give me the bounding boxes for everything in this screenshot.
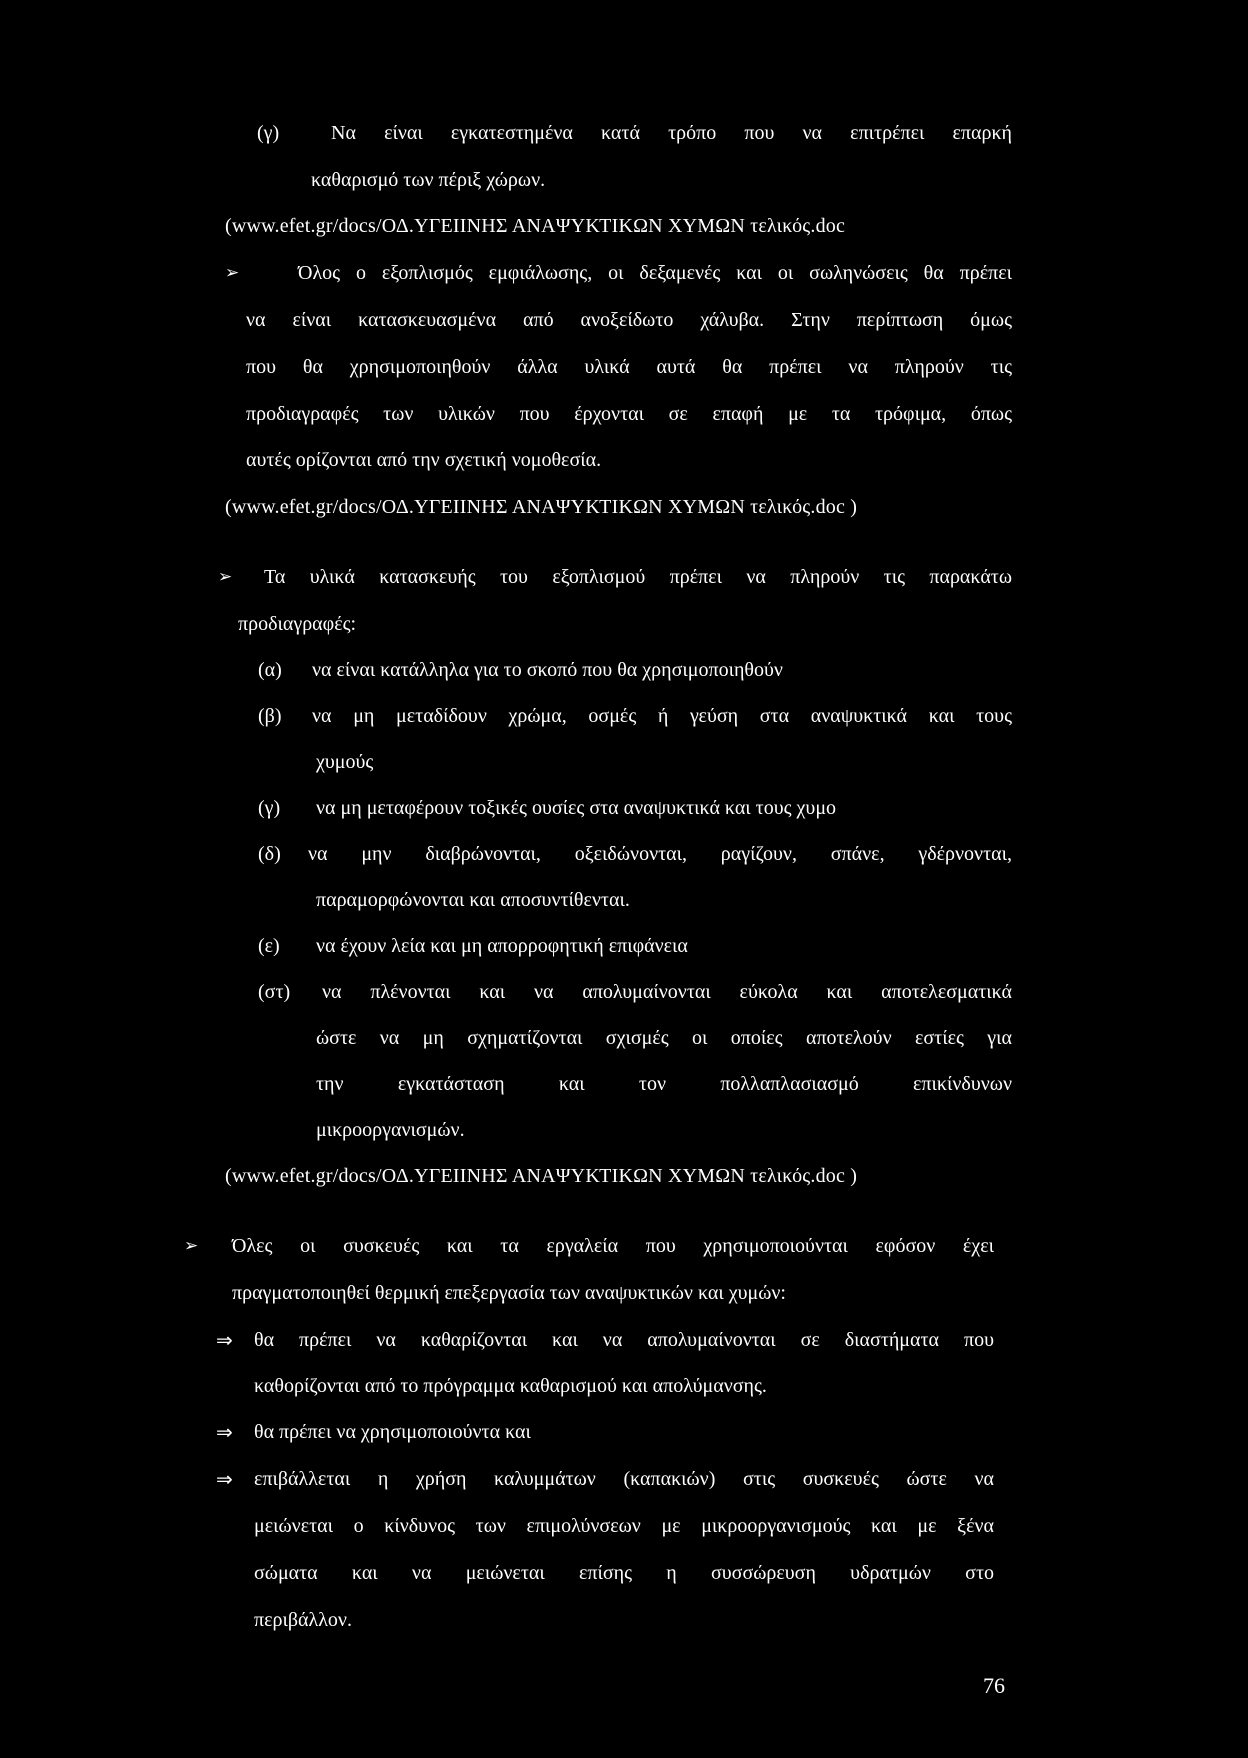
source-reference: (www.efet.gr/docs/ΟΔ.ΥΓΕΙΙΝΗΣ ΑΝΑΨΥΚΤΙΚΩΝ ΧΥΜΩΝ τελικός.doc ) — [225, 1165, 858, 1187]
double-arrow-icon: ⇒ — [216, 1467, 233, 1491]
page-number: 76 — [983, 1673, 1005, 1698]
item-d-line-1: να μην διαβρώνονται, οξειδώνονται, ραγίζουν, σπάνε, γδέρνονται, — [308, 843, 1012, 865]
item-a-line-1: να είναι κατάλληλα για το σκοπό που θα χρησιμοποιηθούν — [312, 659, 783, 681]
item-st-line-2: ώστε να μη σχηματίζονται σχισμές οι οποίες αποτελούν εστίες για — [316, 1027, 1012, 1049]
subitem3-line-2: μειώνεται ο κίνδυνος των επιμολύνσεων με μικροοργανισμούς και με ξένα — [254, 1515, 994, 1537]
bullet-arrowhead-icon: ➢ — [184, 1236, 199, 1256]
bullet-arrowhead-icon: ➢ — [218, 567, 233, 587]
item-g-line-1: να μη μεταφέρουν τοξικές ουσίες στα αναψυκτικά και τους χυμο — [316, 797, 837, 819]
subitem1-line-1: θα πρέπει να καθαρίζονται και να απολυμαίνονται σε διαστήματα που — [254, 1329, 994, 1351]
item-label-a: (α) — [258, 659, 282, 681]
bullet2-line-1: Τα υλικά κατασκευής του εξοπλισμού πρέπει να πληρούν τις παρακάτω — [264, 566, 1012, 588]
double-arrow-icon: ⇒ — [216, 1328, 233, 1352]
item-d-line-2: παραμορφώνονται και αποσυντίθενται. — [316, 889, 630, 911]
bullet1-line-3: που θα χρησιμοποιηθούν άλλα υλικά αυτά θα πρέπει να πληρούν τις — [246, 356, 1012, 378]
bullet2-line-2: προδιαγραφές: — [238, 613, 357, 635]
subitem3-line-4: περιβάλλον. — [254, 1609, 352, 1631]
item-st-line-3: την εγκατάσταση και τον πολλαπλασιασμό επικίνδυνων — [316, 1073, 1012, 1095]
bullet1-line-1: Όλος ο εξοπλισμός εμφιάλωσης, οι δεξαμενές και οι σωληνώσεις θα πρέπει — [298, 262, 1012, 284]
item-b-line-1: να μη μεταδίδουν χρώμα, οσμές ή γεύση στα αναψυκτικά και τους — [312, 705, 1012, 727]
item-st-line-4: μικροοργανισμών. — [316, 1119, 465, 1141]
source-reference: (www.efet.gr/docs/ΟΔ.ΥΓΕΙΙΝΗΣ ΑΝΑΨΥΚΤΙΚΩΝ ΧΥΜΩΝ τελικός.doc — [225, 215, 846, 237]
bullet1-line-5: αυτές ορίζονται από την σχετική νομοθεσία. — [246, 449, 602, 471]
bullet-arrowhead-icon: ➢ — [225, 263, 240, 283]
bullet1-line-4: προδιαγραφές των υλικών που έρχονται σε επαφή με τα τρόφιμα, όπως — [246, 403, 1012, 425]
item-label-g: (γ) — [257, 122, 280, 144]
source-reference: (www.efet.gr/docs/ΟΔ.ΥΓΕΙΙΝΗΣ ΑΝΑΨΥΚΤΙΚΩΝ ΧΥΜΩΝ τελικός.doc ) — [225, 496, 858, 518]
item-label-b: (β) — [258, 705, 282, 727]
subitem2-line-1: θα πρέπει να χρησιμοποιούντα και — [254, 1421, 531, 1443]
subitem3-line-3: σώματα και να μειώνεται επίσης η συσσώρευση υδρατμών στο — [254, 1562, 994, 1584]
subitem1-line-2: καθορίζονται από το πρόγραμμα καθαρισμού και απολύμανσης. — [254, 1375, 767, 1397]
item-label-e: (ε) — [258, 935, 280, 957]
subitem3-line-1: επιβάλλεται η χρήση καλυμμάτων (καπακιών) στις συσκευές ώστε να — [254, 1468, 994, 1490]
double-arrow-icon: ⇒ — [216, 1420, 233, 1444]
item-label-g2: (γ) — [258, 797, 281, 819]
item-label-st: (στ) — [258, 981, 291, 1003]
item-st-line-1: να πλένονται και να απολυμαίνονται εύκολα και αποτελεσματικά — [322, 981, 1012, 1003]
bullet3-line-1: Όλες οι συσκευές και τα εργαλεία που χρησιμοποιούνται εφόσον έχει — [232, 1235, 994, 1257]
item-label-d: (δ) — [258, 843, 281, 865]
bullet1-line-2: να είναι κατασκευασμένα από ανοξείδωτο χάλυβα. Στην περίπτωση όμως — [246, 309, 1012, 331]
section1-line-2: καθαρισμό των πέριξ χώρων. — [311, 169, 546, 191]
bullet3-line-2: πραγματοποιηθεί θερμική επεξεργασία των αναψυκτικών και χυμών: — [232, 1282, 786, 1304]
item-b-line-2: χυμούς — [316, 751, 374, 773]
section1-line-1: Να είναι εγκατεστημένα κατά τρόπο που να επιτρέπει επαρκή — [331, 122, 1012, 144]
item-e-line-1: να έχουν λεία και μη απορροφητική επιφάνεια — [316, 935, 688, 957]
